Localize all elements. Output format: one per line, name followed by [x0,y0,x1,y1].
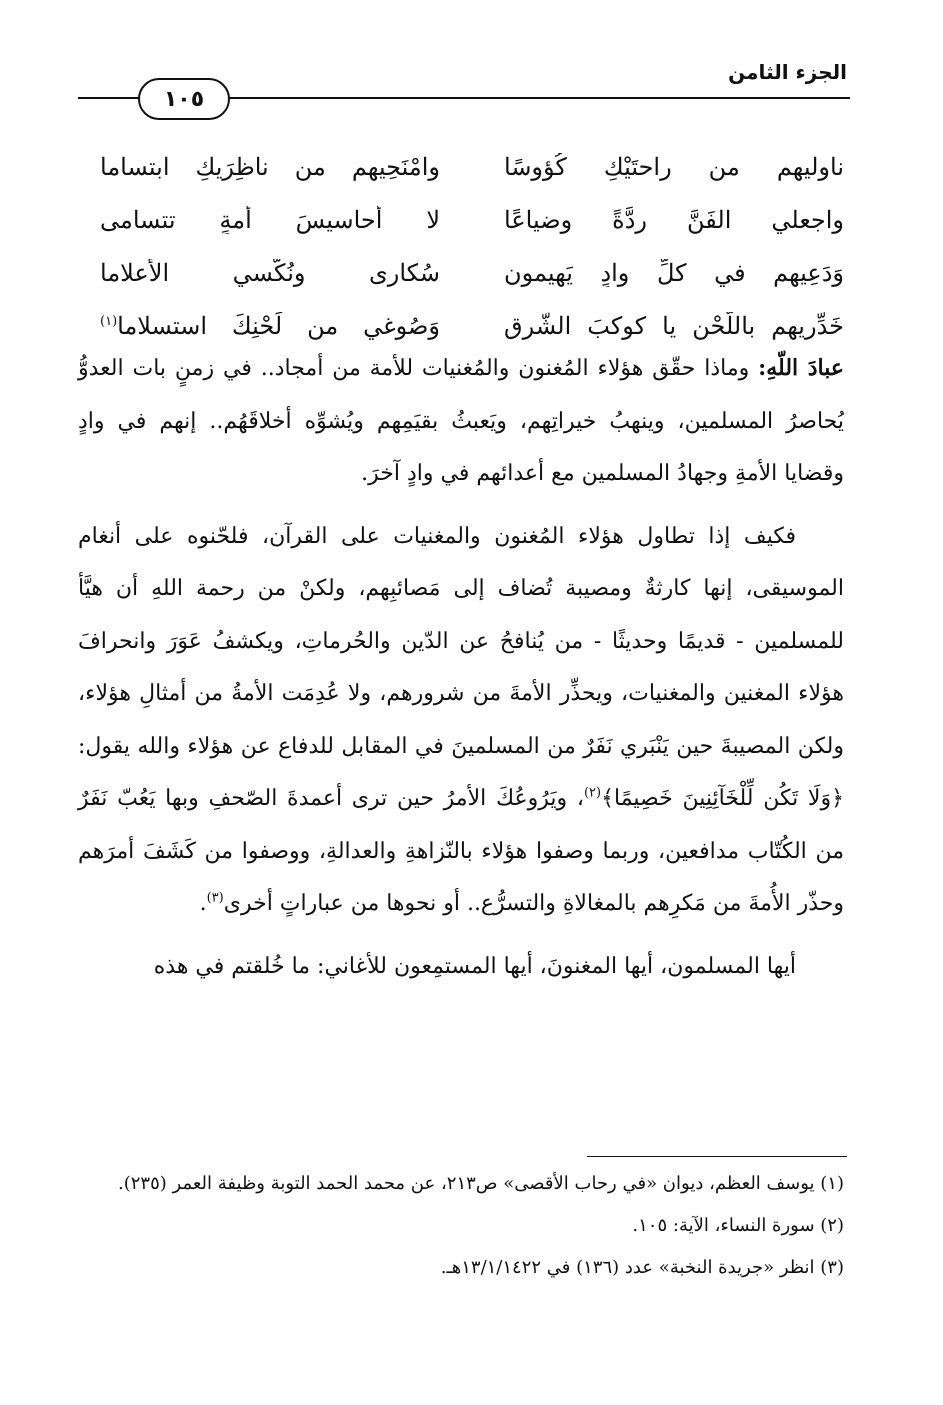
paragraph-text: ، ويَرُوعُكَ الأمرُ حين ترى أعمدةَ الصّحفِ وبها يَعُبّ نَفَرٌ من الكُتّاب مدافعين، وربما وصفوا هؤلاء بالنّزاهةِ والعدالةِ، ووصفوا من كَشَفَ أمرَهم وحذّر الأُمةَ من مَكرِهم بالمغالاةِ والتسرُّع.. أو نحوها من عباراتٍ أخرى [78,786,844,916]
footnote-marker: (٢) [583,785,602,801]
paragraph-text: فكيف إذا تطاول هؤلاء المُغنون والمغنيات على القرآن، فلحّنوه على أنغام الموسيقى، إنها كارثةٌ ومصيبة تُضاف إلى مَصائبِهم، ولكنْ من رحمة اللهِ أن هيَّأ للمسلمين - قديمًا وحديثًا - من يُنافحُ عن الدّين والحُرماتِ، ويكشفُ عَوَرَ وانحرافَ هؤلاء المغنين والمغنيات، ويحذِّر الأمةَ من شرورهم، ولا عُدِمَت الأمةُ من أمثالِ هؤلاء، ولكن المصيبةَ حين يَنْبَري نَفَرٌ من المسلمينَ في المقابل للدفاع عن هؤلاء والله يقول: [78,523,844,759]
footnote-marker: (١) [100,313,118,329]
verse-left-hemistich: سُكارى ونُكَّسي الأعلاما [100,258,440,287]
verse-text: وَصُوغي من لَحْنِكَ استسلاما [117,311,440,340]
quran-quote: ﴿وَلَا تَكُن لِّلْخَآئِنِينَ خَصِيمًا﴾ [601,786,844,811]
poem [100,140,844,352]
footnote-marker: (٣) [206,890,224,906]
paragraph-text: أيها المسلمون، أيها المغنونَ، أيها المستمِعون للأغاني: ما خُلقتم في هذه [153,953,796,979]
poem-verse [100,140,844,193]
paragraph [78,511,844,931]
verse-left-hemistich [100,312,440,340]
address-label: عبادَ اللّهِ: [758,355,844,381]
running-head: الجزء الثامن [728,60,847,84]
page-number: ١٠٥ [138,78,230,120]
body-text [78,342,844,993]
verse-right-hemistich: ناوليهم من راحتَيْكِ كُؤوسًا [504,152,844,181]
footnotes [78,1168,844,1294]
paragraph-text: . [199,891,207,916]
poem-verse [100,246,844,299]
verse-left-hemistich: وامْنَحِيهم من ناظِرَيكِ ابتساما [100,152,440,181]
footnote: (١) يوسف العظم، ديوان «في رحاب الأقصى» ص٢١٣، عن محمد الحمد التوبة وظيفة العمر (٢٣٥). [118,1173,844,1194]
paragraph [78,342,844,501]
verse-left-hemistich: لا أحاسيسَ أُمةٍ تتسامى [100,205,440,234]
paragraph [78,941,844,994]
verse-right-hemistich: واجعلي الفَنَّ ردَّةً وضياعًا [504,205,844,234]
verse-right-hemistich: خَدِّريهم باللَّحْنِ يا كوكبَ الشّرق [504,311,844,340]
footnote-rule [587,1156,847,1157]
footnote: (٣) انظر «جريدة النخبة» عدد (١٣٦) في ١٣/١/١٤٢٢هـ. [440,1257,844,1278]
verse-right-hemistich: وَدَعِيهم في كلِّ وادٍ يَهيمون [504,258,844,287]
footnote: (٢) سورة النساء، الآية: ١٠٥. [632,1215,844,1236]
paragraph-text: وماذا حقّق هؤلاء المُغنون والمُغنيات للأمة من أمجاد.. في زمنٍ بات العدوُّ يُحاصرُ المسلمين، وينهبُ خيراتِهم، ويَعبثُ بقيَمِهم ويُشوِّه أخلاقَهُم.. إنهم في وادٍ وقضايا الأمةِ وجهادُ المسلمين مع أعدائهم في وادٍ آخرَ. [78,356,844,486]
poem-verse [100,193,844,246]
